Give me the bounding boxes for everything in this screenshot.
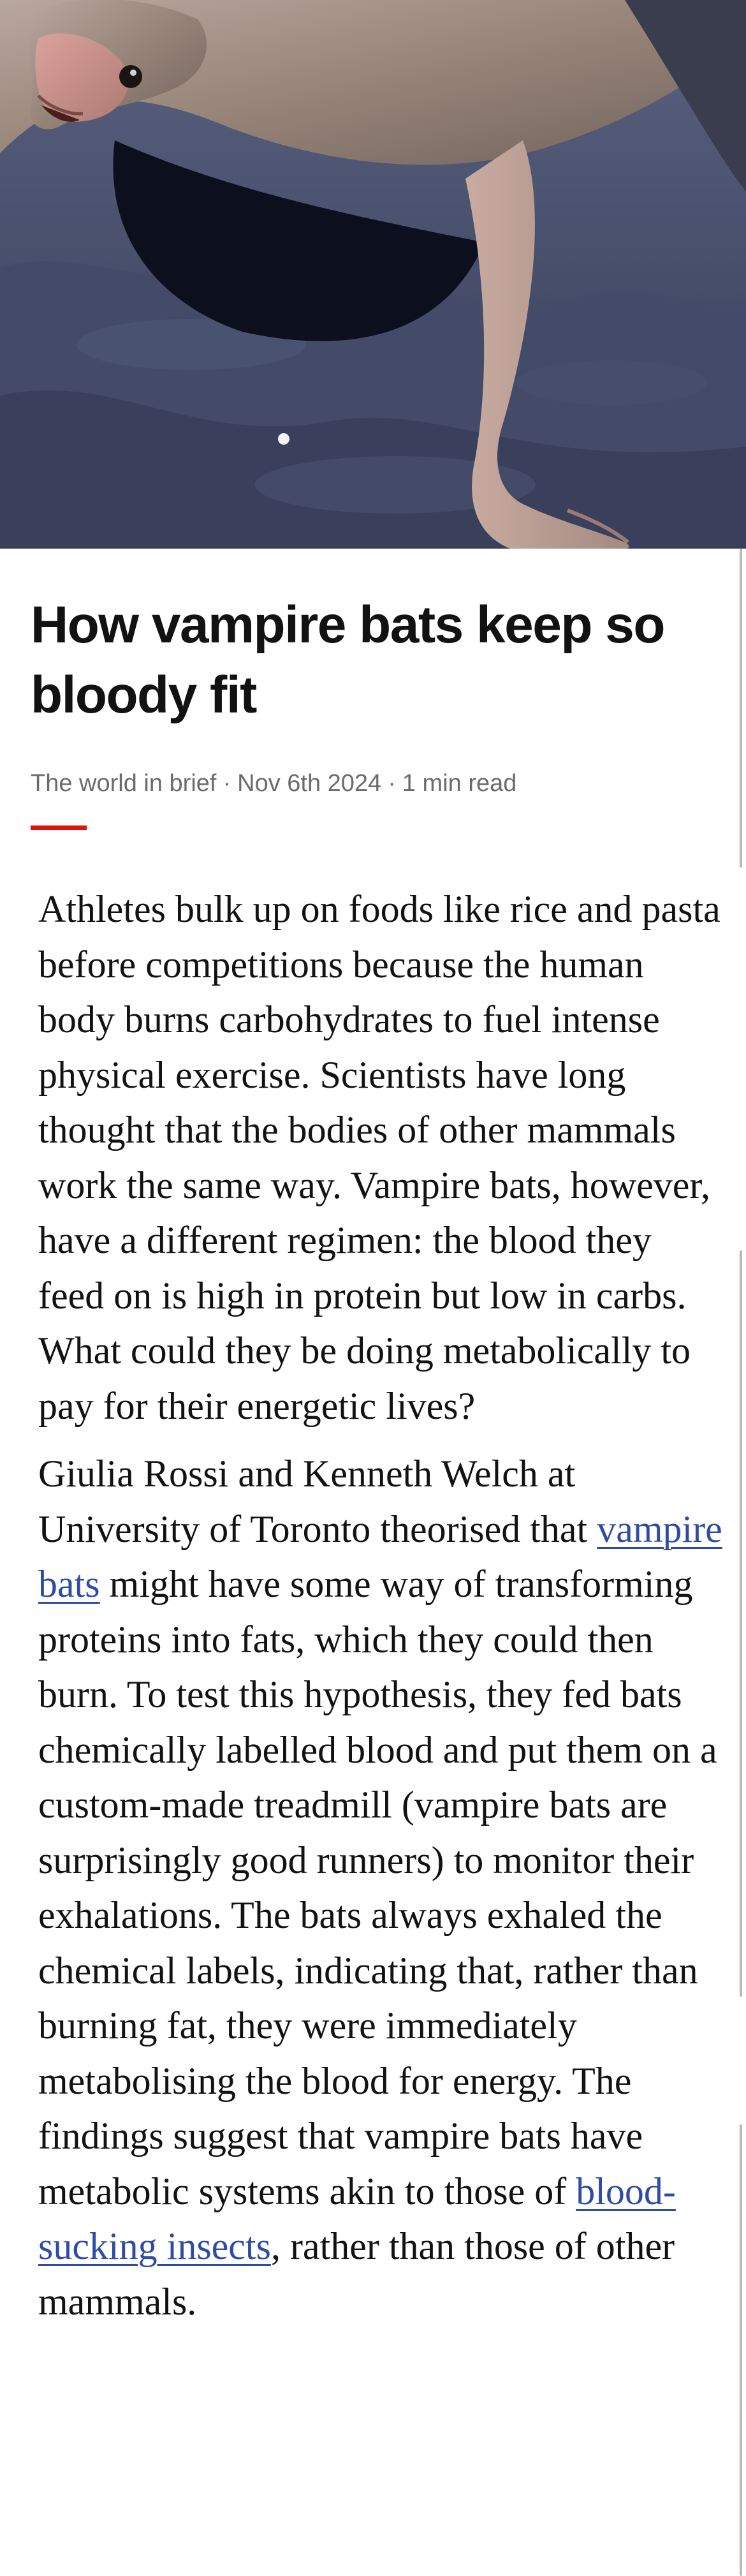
paragraph-2-text: Giulia Rossi and Kenneth Welch at University of Toronto theorised that bbox=[38, 1453, 597, 1550]
paragraph-2-text: , rather than those of other mammals. bbox=[38, 2225, 675, 2323]
hero-image bbox=[0, 0, 746, 549]
meta-separator: · bbox=[223, 770, 231, 797]
read-time: 1 min read bbox=[402, 770, 517, 797]
paragraph-1: Athletes bulk up on foods like rice and pasta before competitions because the human body burns carbohydrates to fuel intense physical exercise. Scientists have long thought that the bodies of other mammals work the same way. Vampire bats, however, have a different regimen: the blood they feed on is high in protein but low in carbs. What could they be doing metabolically to pay for their energetic lives? bbox=[38, 888, 720, 1427]
article-meta bbox=[31, 764, 516, 803]
scrollbar-thumb[interactable] bbox=[740, 1250, 742, 1997]
scrollbar-track-top[interactable] bbox=[740, 549, 742, 868]
paragraph-2-text: might have some way of transforming proteins into fats, which they could then burn. To test this hypothesis, they fed bats chemically labelled blood and put them on a custom-made treadmill (vampire bats are surprisingly good runners) to monitor their exhalations. The bats always exhaled the chemical labels, indicating that, rather than burning fat, they were immediately metabolising the blood for energy. The findings suggest that vampire bats have metabolic systems akin to those of bbox=[38, 1563, 717, 2212]
blood-sucking-insects-link[interactable]: blood-sucking insects bbox=[38, 2170, 676, 2267]
article-body bbox=[38, 882, 724, 2342]
paragraph-2 bbox=[38, 1446, 724, 2329]
scrollbar-track-bottom[interactable] bbox=[740, 2124, 742, 2576]
meta-separator: · bbox=[388, 770, 396, 797]
vampire-bats-link[interactable]: vampire bats bbox=[38, 1507, 722, 1605]
accent-rule bbox=[31, 825, 87, 830]
publish-date: Nov 6th 2024 bbox=[237, 770, 382, 797]
section-link[interactable]: The world in brief bbox=[31, 770, 217, 797]
article-headline: How vampire bats keep so bloody fit bbox=[31, 596, 664, 724]
vampire-bat-photo bbox=[0, 0, 746, 549]
